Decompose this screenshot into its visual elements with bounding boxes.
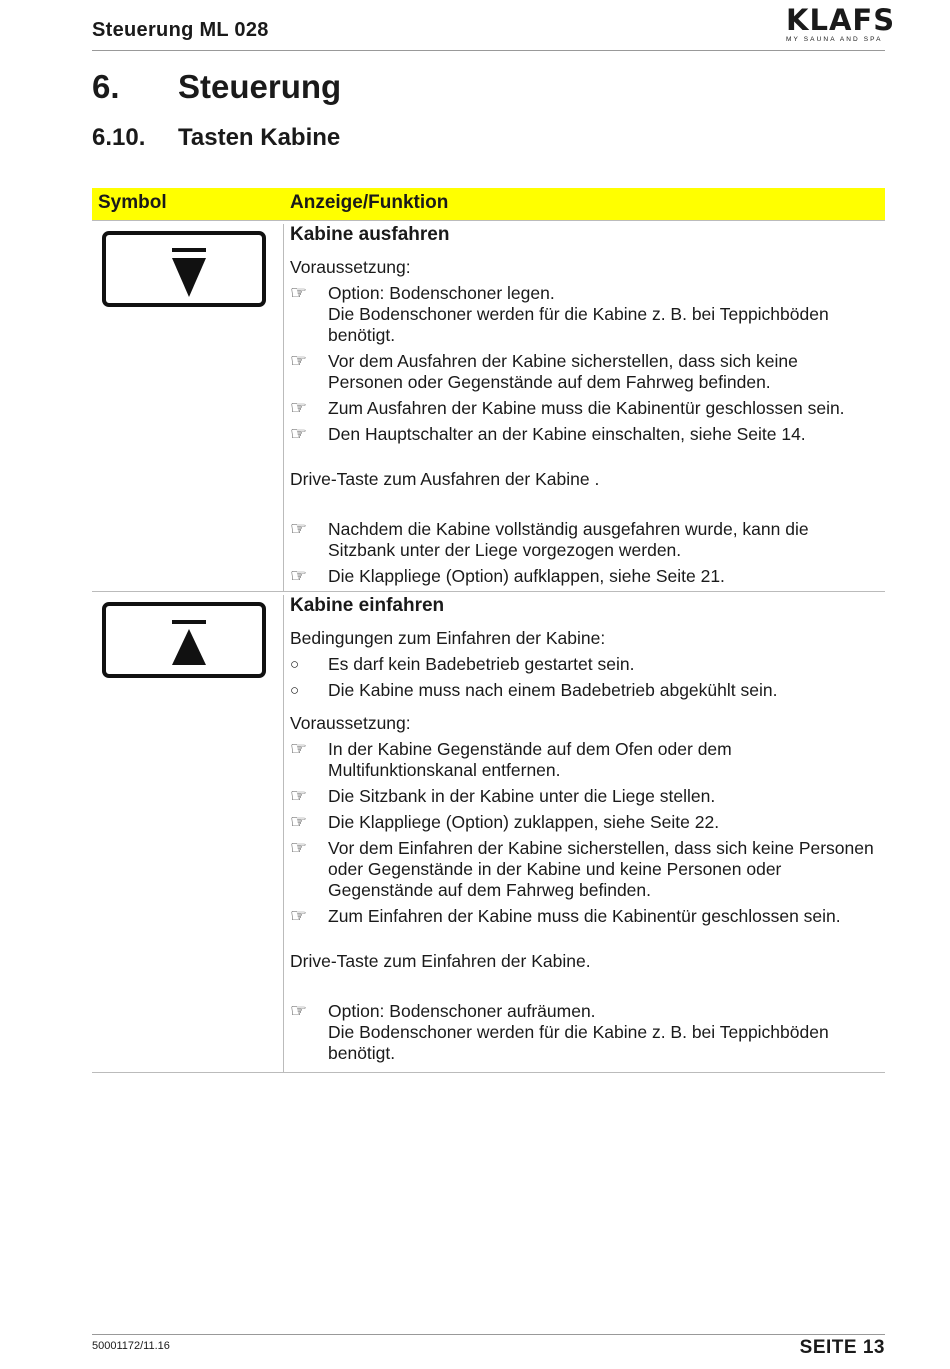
action-text: Drive-Taste zum Einfahren der Kabine. xyxy=(290,951,591,971)
col-function-header: Anzeige/Funktion xyxy=(290,192,449,213)
table-row-cabin-retract xyxy=(92,595,885,1073)
hand-pointer-icon: ☞ xyxy=(290,283,308,304)
list-item: ☞ Vor dem Ausfahren der Kabine sicherstellen, dass sich keine Personen oder Gegenstände auf dem Fahrweg befinden. xyxy=(290,351,798,392)
list-item: ☞ Nachdem die Kabine vollständig ausgefahren wurde, kann die Sitzbank unter der Liege vorgezogen werden. xyxy=(290,519,809,560)
list-item: ○ Die Kabine muss nach einem Badebetrieb abgekühlt sein. xyxy=(290,680,778,700)
cabin-extend-key-icon xyxy=(102,231,266,307)
klafs-logo xyxy=(786,3,896,43)
header-divider xyxy=(92,50,885,51)
document-title: Steuerung ML 028 xyxy=(92,19,269,41)
action-text: Drive-Taste zum Ausfahren der Kabine . xyxy=(290,469,600,489)
cabin-retract-key-icon xyxy=(102,602,266,678)
row-title: Kabine einfahren xyxy=(290,595,445,616)
list-item: ○ Es darf kein Badebetrieb gestartet sein. xyxy=(290,654,635,674)
col-symbol-header: Symbol xyxy=(98,192,167,213)
footer-divider xyxy=(92,1334,885,1335)
logo-tagline: MY SAUNA AND SPA xyxy=(786,36,883,43)
circle-bullet-icon: ○ xyxy=(290,682,300,699)
hand-pointer-icon: ☞ xyxy=(290,786,308,807)
hand-pointer-icon: ☞ xyxy=(290,906,308,927)
section-heading xyxy=(92,124,340,152)
hand-pointer-icon: ☞ xyxy=(290,838,308,859)
chapter-heading xyxy=(92,68,341,106)
document-number: 50001172/11.16 xyxy=(92,1340,170,1352)
list-item: ☞ Option: Bodenschoner aufräumen. Die Bodenschoner werden für die Kabine z. B. bei Teppichböden benötigt. xyxy=(290,1001,829,1063)
circle-bullet-icon: ○ xyxy=(290,656,300,673)
section-title: Tasten Kabine xyxy=(178,124,341,151)
chapter-title: Steuerung xyxy=(178,68,342,105)
list-item: ☞ Den Hauptschalter an der Kabine einschalten, siehe Seite 14. xyxy=(290,424,806,445)
hand-pointer-icon: ☞ xyxy=(290,424,308,445)
list-item: ☞ Option: Bodenschoner legen. Die Bodenschoner werden für die Kabine z. B. bei Teppichböden benötigt. xyxy=(290,283,829,345)
hand-pointer-icon: ☞ xyxy=(290,519,308,540)
table-header xyxy=(92,188,885,221)
list-item: ☞ Zum Ausfahren der Kabine muss die Kabinentür geschlossen sein. xyxy=(290,398,845,419)
list-item: ☞ Die Klappliege (Option) aufklappen, siehe Seite 21. xyxy=(290,566,725,587)
hand-pointer-icon: ☞ xyxy=(290,1001,308,1022)
list-item: ☞ Die Klappliege (Option) zuklappen, siehe Seite 22. xyxy=(290,812,720,833)
logo-wordmark: KLAFS xyxy=(786,3,896,37)
table-row-cabin-extend xyxy=(92,224,885,592)
prerequisite-label: Voraussetzung: xyxy=(290,257,411,277)
key-table xyxy=(92,188,885,1073)
hand-pointer-icon: ☞ xyxy=(290,351,308,372)
list-item: ☞ In der Kabine Gegenstände auf dem Ofen oder dem Multifunktionskanal entfernen. xyxy=(290,739,732,780)
hand-pointer-icon: ☞ xyxy=(290,398,308,419)
hand-pointer-icon: ☞ xyxy=(290,812,308,833)
column-divider xyxy=(283,224,284,591)
list-item: ☞ Vor dem Einfahren der Kabine sicherstellen, dass sich keine Personen oder Gegenstände in der Kabine und keine Personen oder Gegenstände auf dem Fahrweg befinden. xyxy=(290,838,874,900)
hand-pointer-icon: ☞ xyxy=(290,566,308,587)
section-number: 6.10. xyxy=(92,124,146,151)
prerequisite-label: Voraussetzung: xyxy=(290,713,411,733)
column-divider xyxy=(283,595,284,1072)
list-item: ☞ Die Sitzbank in der Kabine unter die Liege stellen. xyxy=(290,786,716,807)
row-title: Kabine ausfahren xyxy=(290,224,450,245)
hand-pointer-icon: ☞ xyxy=(290,739,308,760)
chapter-number: 6. xyxy=(92,68,120,105)
conditions-label: Bedingungen zum Einfahren der Kabine: xyxy=(290,628,606,648)
list-item: ☞ Zum Einfahren der Kabine muss die Kabinentür geschlossen sein. xyxy=(290,906,841,927)
page-number: SEITE 13 xyxy=(799,1337,885,1358)
